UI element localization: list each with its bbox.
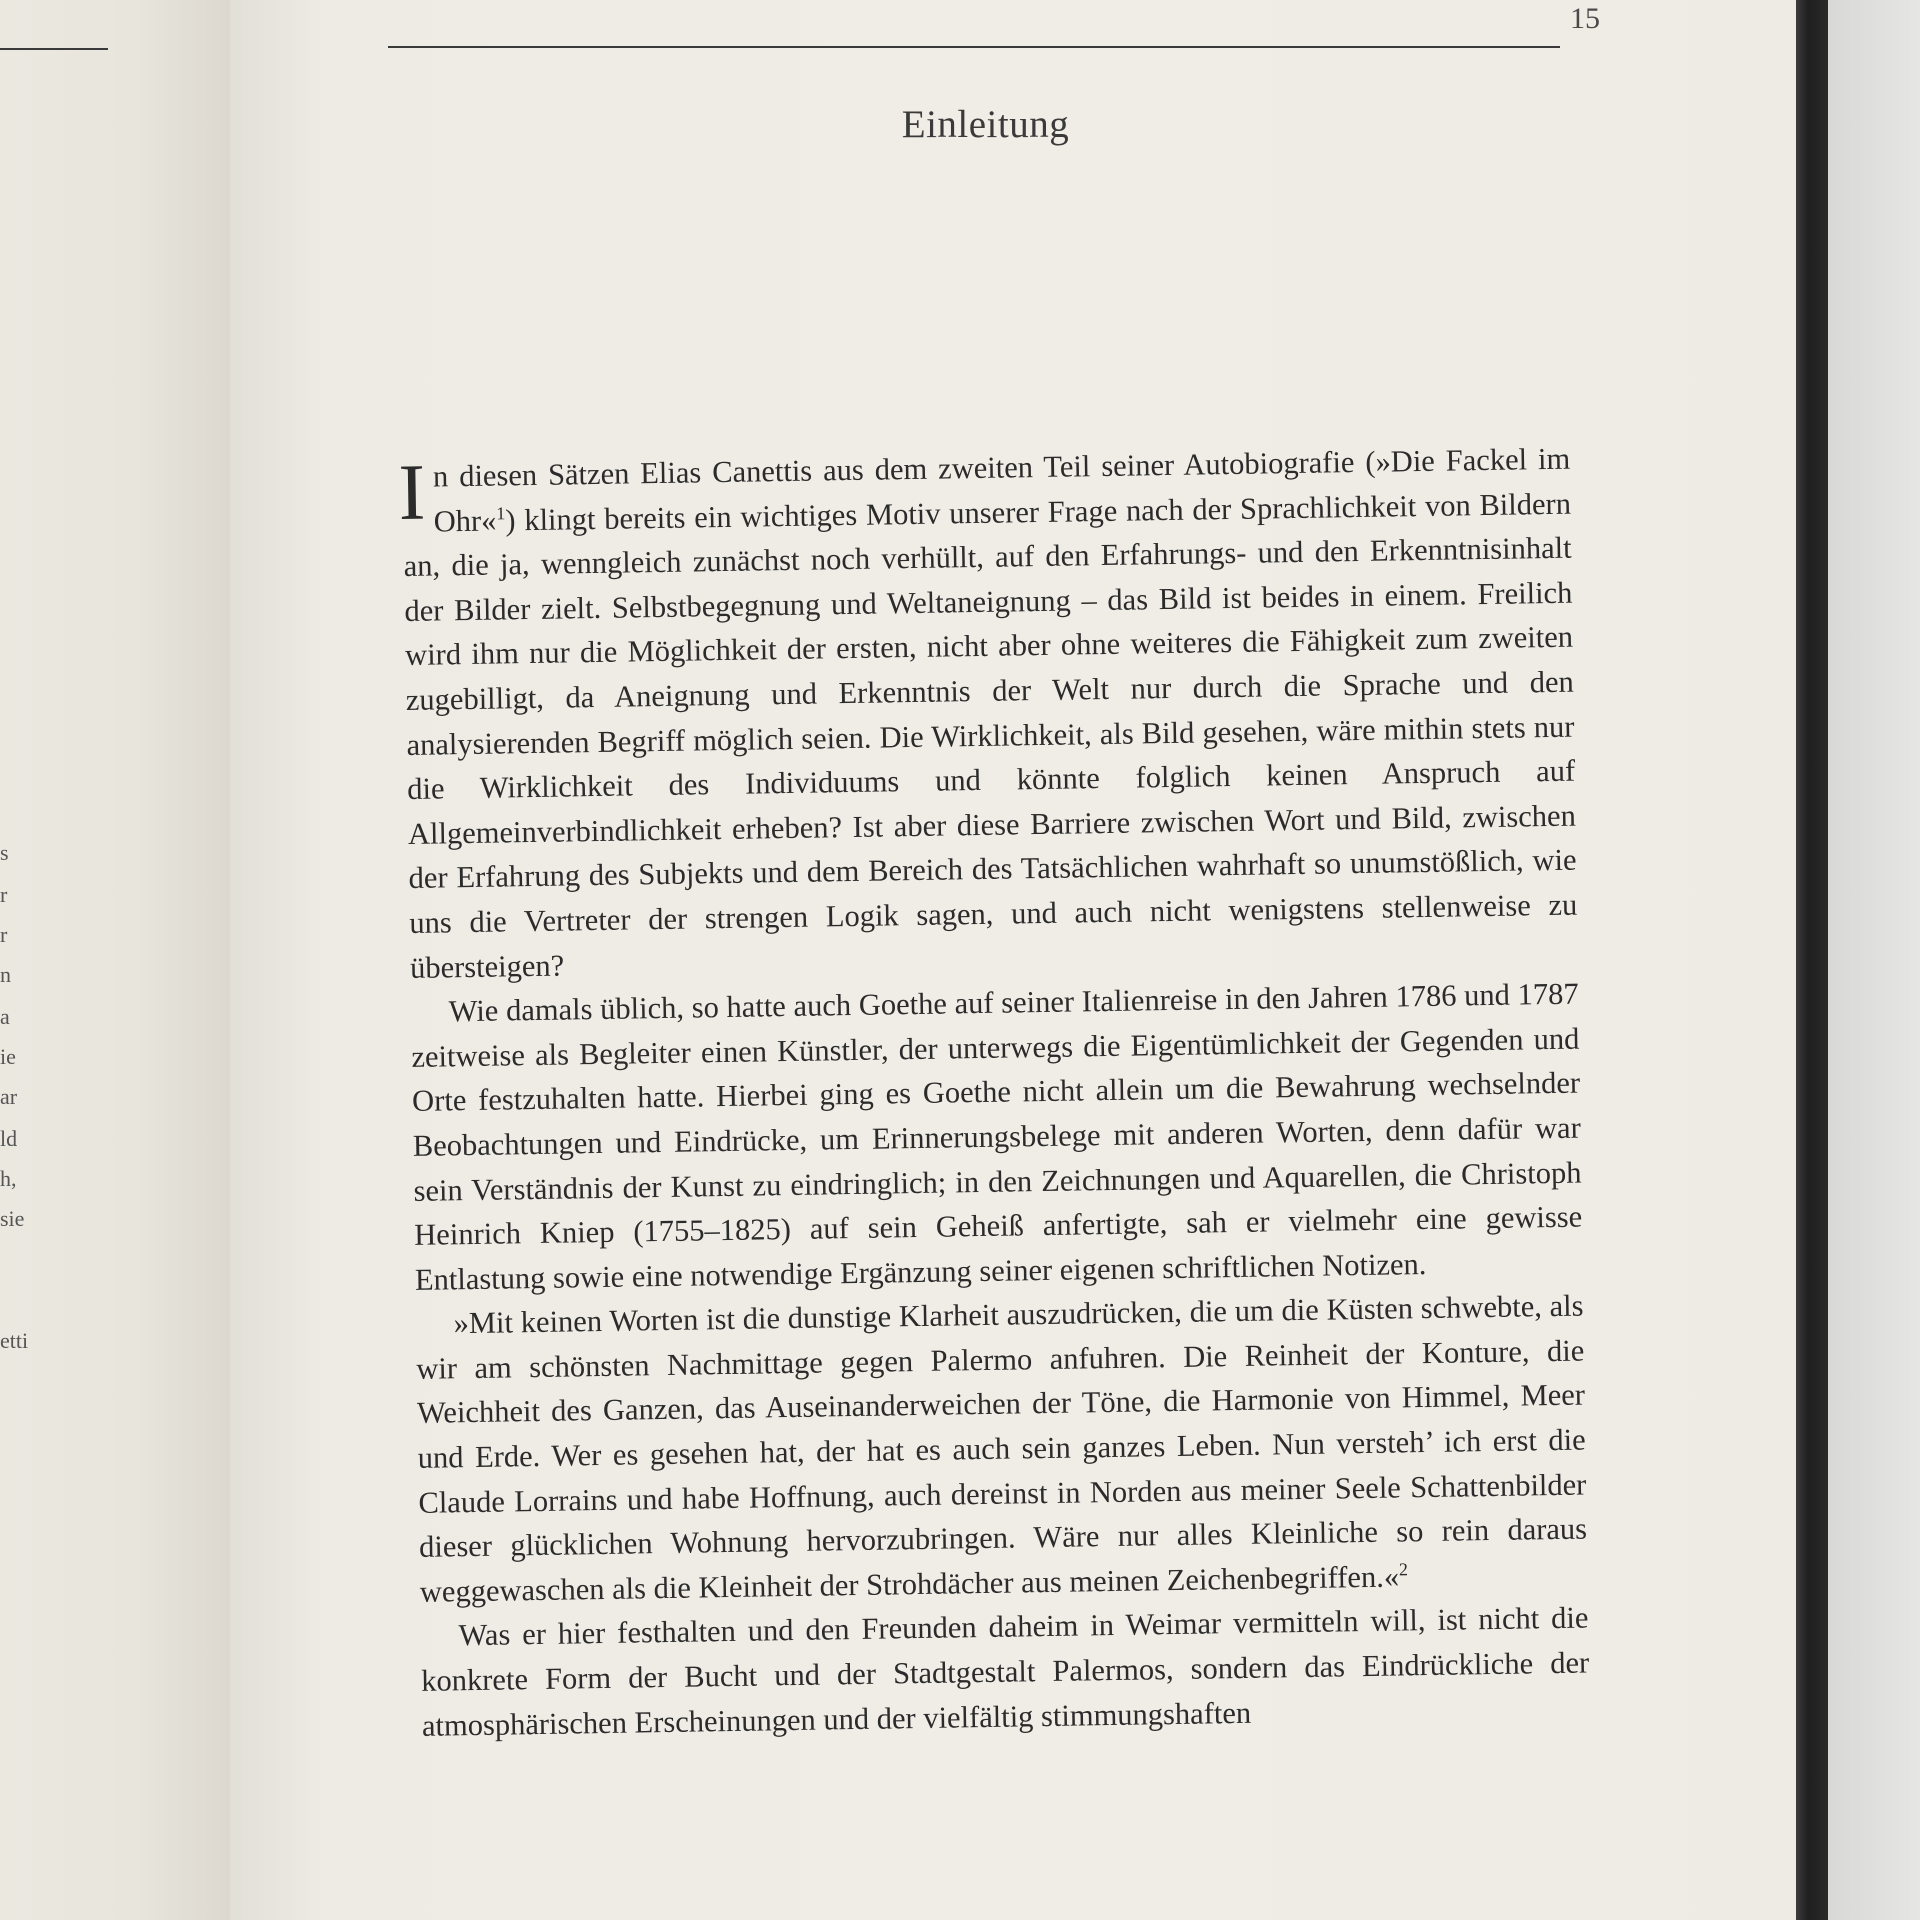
left-page-edge-fragment: h, xyxy=(0,1166,17,1191)
chapter-title: Einleitung xyxy=(901,103,1070,146)
left-page-edge-fragment: ie xyxy=(0,1044,16,1069)
left-page-edge-fragment: etti xyxy=(0,1328,29,1353)
page-number: 15 xyxy=(1570,2,1600,35)
left-page-edge-fragment: sie xyxy=(0,1206,25,1231)
body-paragraph xyxy=(397,437,1578,990)
left-page-edge-fragment: ar xyxy=(0,1084,18,1109)
paragraph-text: »Mit keinen Worten ist die dunstige Klarheit auszudrücken, die um die Küsten schwebte, als wir am schönsten Nachmittage gegen Palermo anfuhren. Die Reinheit der Konture, die Weichheit des Ganzen, das Auseinanderweichen der Töne, die Harmonie von Himmel, Meer und Erde. Wer es gesehen hat, der hat es auch sein ganzes Leben. Nun versteh’ ich erst die Claude Lorrains und habe Hoffnung, auch dereinst in Norden aus meiner Seele Schattenbilder dieser glücklichen Wohnung hervorzubringen. Wäre nur alles Kleinliche so rein daraus weggewaschen als die Kleinheit der Strohdächer aus meinen Zeichenbegriffen.« xyxy=(416,1288,1588,1609)
book-cover-edge xyxy=(1796,0,1828,1920)
left-page-edge-fragment: ld xyxy=(0,1126,18,1151)
paragraph-text: Was er hier festhalten und den Freunden daheim in Weimar vermitteln will, ist nicht die konkrete Form der Bucht und der Stadtgestalt Palermos, sondern das Eindrückliche der atmosphärischen Erscheinungen und der vielfältig stimmungshaften xyxy=(420,1600,1590,1743)
body-text xyxy=(397,437,1590,1748)
header-rule xyxy=(388,46,1560,48)
left-page-edge-fragment: r xyxy=(0,922,8,947)
left-page-edge-fragment: a xyxy=(0,1004,10,1029)
body-paragraph xyxy=(410,972,1583,1302)
paragraph-text: ) klingt bereits ein wichtiges Motiv unserer Frage nach der Sprachlichkeit von Bildern an, die ja, wenngleich zunächst noch verhüllt, auf den Erfahrungs- und den Erkenntnisinhalt der Bilder zielt. Selbstbegegnung und Weltaneignung – das Bild ist beides in einem. Freilich wird ihm nur die Möglichkeit der ersten, nicht aber ohne weiteres die Fähigkeit zum zweiten zugebilligt, da Aneignung und Erkenntnis der Welt nur durch die Sprache und den analysierenden Begriff möglich seien. Die Wirklichkeit, als Bild gesehen, wäre mithin stets nur die Wirklichkeit des Individuums und könnte folglich keinen Anspruch auf Allgemeinverbindlichkeit erheben? Ist aber diese Barriere zwischen Wort und Bild, zwischen der Erfahrung des Subjekts und dem Bereich des Tatsächlichen wahrhaft so unumstößlich, wie uns die Vertreter der strengen Logik sagen, und auch nicht wenigstens stellenweise zu übersteigen? xyxy=(403,486,1578,985)
drop-cap: I xyxy=(397,448,426,538)
left-page-header-rule xyxy=(0,48,108,50)
body-paragraph xyxy=(415,1284,1588,1614)
paragraph-text: Wie damals üblich, so hatte auch Goethe auf seiner Italienreise in den Jahren 1786 und 1787 zeitweise als Begleiter einen Künstler, der unterwegs die Eigentümlichkeit der Gegenden und Orte festzuhalten hatte. Hierbei ging es Goethe nicht allein um die Bewahrung wechselnder Beobachtungen und Eindrücke, um Erinnerungsbelege mit anderen Worten, denn dafür war sein Verständnis der Kunst zu eindringlich; in den Zeichnungen und Aquarellen, die Christoph Heinrich Kniep (1755–1825) auf sein Geheiß anfertigte, sah er vielmehr eine gewisse Entlastung sowie eine notwendige Ergänzung seiner eigenen schriftlichen Notizen. xyxy=(411,976,1583,1297)
left-page-edge-fragment: s xyxy=(0,840,9,865)
paragraph-text: n diesen Sätzen Elias Canettis aus dem zweiten Teil seiner Autobiografie (»Die Fackel im Ohr« xyxy=(432,441,1571,539)
footnote-marker: 2 xyxy=(1398,1559,1409,1580)
left-page-edge-fragment: n xyxy=(0,962,11,987)
left-page-edge-fragment: r xyxy=(0,882,8,907)
body-paragraph xyxy=(420,1596,1590,1748)
footnote-marker: 1 xyxy=(496,502,506,523)
left-facing-page xyxy=(0,0,230,1920)
background-surface xyxy=(1828,0,1920,1920)
